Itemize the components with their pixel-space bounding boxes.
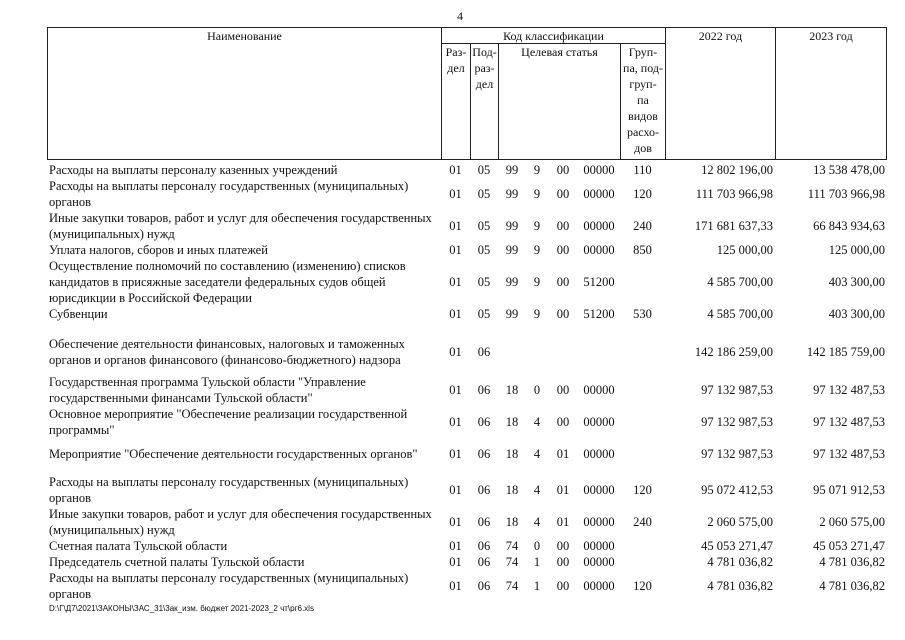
row-v2: 4 781 036,82 xyxy=(819,579,885,593)
row-v1: 95 072 412,53 xyxy=(701,483,773,497)
row-c4: 00000 xyxy=(583,187,615,201)
row-name: Расходы на выплаты персоналу государственных (муниципальных) органов xyxy=(49,475,409,505)
row-g: 120 xyxy=(633,483,652,497)
row-c1: 74 xyxy=(505,539,519,553)
row-v2: 45 053 271,47 xyxy=(813,539,885,553)
header-target: Целевая статья xyxy=(521,45,598,59)
row-v2: 403 300,00 xyxy=(828,307,885,321)
row-c1: 99 xyxy=(505,243,519,257)
header-name: Наименование xyxy=(207,29,282,43)
row-pr: 06 xyxy=(477,447,491,461)
row-r: 01 xyxy=(449,163,462,177)
row-g: 240 xyxy=(633,515,652,529)
row-pr: 05 xyxy=(477,307,491,321)
row-name: Основное мероприятие "Обеспечение реализации государственной программы" xyxy=(49,407,408,437)
row-name: Расходы на выплаты персоналу государственных (муниципальных) органов xyxy=(49,179,409,209)
row-r: 01 xyxy=(449,383,462,397)
row-name: Осуществление полномочий по составлению (изменению) списков кандидатов в присяжные заседатели федеральных судов общей юрисдикции в Российской Федерации xyxy=(49,259,406,305)
row-r: 01 xyxy=(449,307,462,321)
row-c3: 00 xyxy=(556,415,570,429)
row-pr: 06 xyxy=(477,483,491,497)
row-c2: 9 xyxy=(533,307,541,321)
row-g: 530 xyxy=(633,307,652,321)
row-v1: 4 585 700,00 xyxy=(707,275,773,289)
row-r: 01 xyxy=(449,275,462,289)
row-pr: 06 xyxy=(477,345,491,359)
row-c1: 99 xyxy=(505,163,519,177)
row-name: Председатель счетной палаты Тульской области xyxy=(49,555,305,569)
row-c4: 00000 xyxy=(583,515,615,529)
row-c4: 00000 xyxy=(583,447,615,461)
row-c3: 00 xyxy=(556,219,570,233)
row-name: Уплата налогов, сборов и иных платежей xyxy=(49,243,268,257)
row-c3: 00 xyxy=(556,163,570,177)
header-2023: 2023 год xyxy=(809,29,853,43)
row-r: 01 xyxy=(449,539,462,553)
row-name: Иные закупки товаров, работ и услуг для обеспечения государственных (муниципальных) нужд xyxy=(49,507,432,537)
row-c4: 00000 xyxy=(583,415,615,429)
row-v1: 12 802 196,00 xyxy=(701,163,773,177)
row-v2: 142 185 759,00 xyxy=(806,345,885,359)
row-c3: 00 xyxy=(556,579,570,593)
row-c4: 00000 xyxy=(583,219,615,233)
row-v2: 95 071 912,53 xyxy=(813,483,885,497)
file-path-footer: D:\Г\Д7\2021\ЗАКОНЫ\ЗАС_31\3ак_изм. бюджет 2021-2023_2 чт\рг6.xls xyxy=(49,604,314,613)
row-c4: 00000 xyxy=(583,163,615,177)
row-g: 240 xyxy=(633,219,652,233)
row-name: Расходы на выплаты персоналу государственных (муниципальных) органов xyxy=(49,571,409,601)
row-v1: 97 132 987,53 xyxy=(701,383,773,397)
row-c4: 51200 xyxy=(583,307,615,321)
row-pr: 05 xyxy=(477,187,491,201)
row-r: 01 xyxy=(449,345,462,359)
row-pr: 06 xyxy=(477,415,491,429)
row-c3: 00 xyxy=(556,275,570,289)
row-c1: 18 xyxy=(505,383,519,397)
row-r: 01 xyxy=(449,415,462,429)
row-name: Иные закупки товаров, работ и услуг для обеспечения государственных (муниципальных) нужд xyxy=(49,211,432,241)
row-c2: 4 xyxy=(533,483,541,497)
row-pr: 06 xyxy=(477,579,491,593)
row-name: Субвенции xyxy=(49,307,108,321)
header-podrazdel: Под- раз- дел xyxy=(472,45,497,91)
row-v2: 125 000,00 xyxy=(828,243,885,257)
row-v1: 171 681 637,33 xyxy=(694,219,773,233)
row-name: Счетная палата Тульской области xyxy=(49,539,228,553)
row-pr: 05 xyxy=(477,275,491,289)
row-c2: 9 xyxy=(533,187,541,201)
row-c2: 9 xyxy=(533,275,541,289)
row-c1: 99 xyxy=(505,275,519,289)
row-pr: 05 xyxy=(477,219,491,233)
row-c2: 0 xyxy=(533,383,541,397)
row-c3: 00 xyxy=(556,307,570,321)
row-v1: 4 781 036,82 xyxy=(707,555,773,569)
row-c2: 9 xyxy=(533,243,541,257)
page-number: 4 xyxy=(457,9,463,23)
row-c2: 9 xyxy=(533,219,541,233)
row-g: 120 xyxy=(633,579,652,593)
row-c3: 00 xyxy=(556,539,570,553)
row-g: 120 xyxy=(633,187,652,201)
row-c3: 00 xyxy=(556,383,570,397)
row-c3: 00 xyxy=(556,555,570,569)
row-c2: 9 xyxy=(533,163,541,177)
row-v2: 111 703 966,98 xyxy=(807,187,885,201)
row-c1: 99 xyxy=(505,307,519,321)
row-c1: 18 xyxy=(505,447,519,461)
row-pr: 05 xyxy=(477,243,491,257)
row-v2: 66 843 934,63 xyxy=(813,219,885,233)
header-razdel: Раз- дел xyxy=(445,45,467,75)
row-c2: 1 xyxy=(533,555,541,569)
row-c3: 00 xyxy=(556,187,570,201)
row-c4: 00000 xyxy=(583,383,615,397)
row-c3: 00 xyxy=(556,243,570,257)
row-v1: 111 703 966,98 xyxy=(695,187,773,201)
row-g: 110 xyxy=(633,163,652,177)
row-c4: 00000 xyxy=(583,483,615,497)
row-v1: 142 186 259,00 xyxy=(694,345,773,359)
row-c2: 1 xyxy=(533,579,541,593)
row-v2: 403 300,00 xyxy=(828,275,885,289)
row-c4: 51200 xyxy=(583,275,615,289)
row-v2: 97 132 487,53 xyxy=(813,383,885,397)
row-name: Расходы на выплаты персоналу казенных учреждений xyxy=(49,163,338,177)
row-v1: 4 781 036,82 xyxy=(707,579,773,593)
row-r: 01 xyxy=(449,483,462,497)
row-c1: 99 xyxy=(505,219,519,233)
row-r: 01 xyxy=(449,447,462,461)
row-c4: 00000 xyxy=(583,555,615,569)
row-c4: 00000 xyxy=(583,579,615,593)
row-pr: 06 xyxy=(477,383,491,397)
row-c1: 18 xyxy=(505,415,519,429)
row-pr: 06 xyxy=(477,515,491,529)
row-v2: 97 132 487,53 xyxy=(813,415,885,429)
row-name: Государственная программа Тульской области "Управление государственными финансами Тульской области" xyxy=(49,375,366,405)
row-v1: 97 132 987,53 xyxy=(701,447,773,461)
row-c2: 4 xyxy=(533,515,541,529)
row-c2: 4 xyxy=(533,447,541,461)
row-c1: 74 xyxy=(505,579,519,593)
row-c3: 01 xyxy=(556,483,570,497)
row-v1: 2 060 575,00 xyxy=(707,515,773,529)
row-c1: 99 xyxy=(505,187,519,201)
row-v2: 4 781 036,82 xyxy=(819,555,885,569)
row-g: 850 xyxy=(633,243,652,257)
row-v1: 4 585 700,00 xyxy=(707,307,773,321)
header-2022: 2022 год xyxy=(698,29,743,43)
row-c1: 74 xyxy=(505,555,519,569)
row-v1: 97 132 987,53 xyxy=(701,415,773,429)
row-c2: 0 xyxy=(533,539,541,553)
row-c4: 00000 xyxy=(583,539,615,553)
row-r: 01 xyxy=(449,219,462,233)
row-name: Обеспечение деятельности финансовых, налоговых и таможенных органов и органов финансового (финансово-бюджетного) надзора xyxy=(49,337,405,367)
row-c4: 00000 xyxy=(583,243,615,257)
row-c1: 18 xyxy=(505,515,519,529)
row-r: 01 xyxy=(449,515,462,529)
row-v2: 2 060 575,00 xyxy=(819,515,885,529)
row-v1: 125 000,00 xyxy=(716,243,773,257)
row-v1: 45 053 271,47 xyxy=(701,539,773,553)
row-c1: 18 xyxy=(505,483,519,497)
row-v2: 13 538 478,00 xyxy=(813,163,885,177)
row-c3: 01 xyxy=(556,515,570,529)
row-pr: 05 xyxy=(477,163,491,177)
row-v2: 97 132 487,53 xyxy=(813,447,885,461)
row-pr: 06 xyxy=(477,555,491,569)
row-r: 01 xyxy=(449,555,462,569)
row-pr: 06 xyxy=(477,539,491,553)
row-c3: 01 xyxy=(556,447,570,461)
row-name: Мероприятие "Обеспечение деятельности государственных органов" xyxy=(49,447,418,461)
row-c2: 4 xyxy=(533,415,541,429)
header-group: Груп- па, под- груп- па видов расхо- дов xyxy=(623,45,663,155)
row-r: 01 xyxy=(449,579,462,593)
header-code-group: Код классификации xyxy=(503,29,604,43)
row-r: 01 xyxy=(449,187,462,201)
row-r: 01 xyxy=(449,243,462,257)
